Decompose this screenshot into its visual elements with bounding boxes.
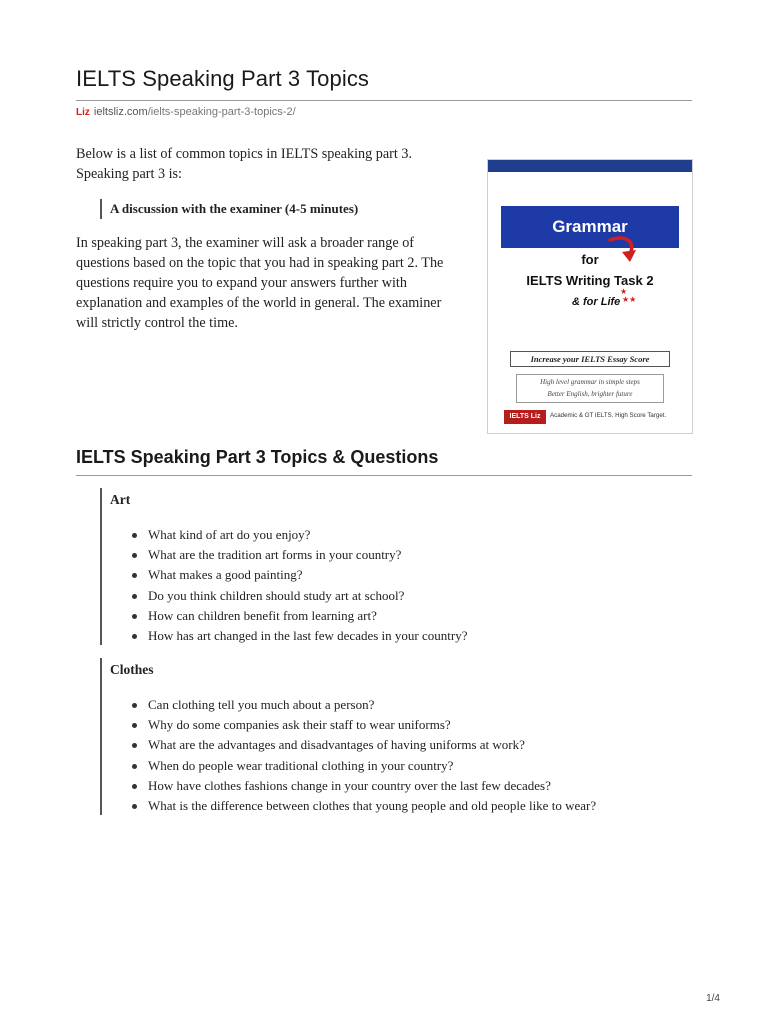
- question-text: When do people wear traditional clothing in your country?: [148, 757, 454, 773]
- stars-icon: ★ ★★: [620, 287, 637, 304]
- list-item: [110, 565, 467, 585]
- book-tagline: High level grammar in simple steps: [540, 378, 640, 386]
- book-subtitle: IELTS Writing Task 2: [526, 273, 654, 288]
- bullet-icon: [132, 634, 137, 639]
- body-paragraph: In speaking part 3, the examiner will ask a broader range of questions based on the topic that you had in speaking part 2. The questions require you to expand your answers further with explanation and examples of the world in general. The examiner will strictly control the time.: [76, 235, 444, 331]
- book-tagline-box: [516, 374, 664, 403]
- list-item: [110, 545, 467, 565]
- question-list: [110, 695, 596, 816]
- book-footer: Academic & GT IELTS. High Score Target.: [550, 412, 667, 419]
- bullet-icon: [132, 594, 137, 599]
- list-item: [110, 735, 596, 755]
- bullet-icon: [132, 764, 137, 769]
- liz-logo-icon: Liz: [76, 107, 90, 118]
- grammar-book-ad[interactable]: [487, 159, 693, 434]
- page-number: 1/4: [706, 993, 720, 1004]
- bullet-icon: [132, 743, 137, 748]
- question-text: What makes a good painting?: [148, 567, 303, 583]
- source-domain[interactable]: ieltsliz.com: [93, 106, 148, 118]
- blockquote: A discussion with the examiner (4-5 minutes): [100, 199, 358, 219]
- question-text: How can children benefit from learning art?: [148, 607, 377, 623]
- list-item: [110, 606, 467, 626]
- bullet-icon: [132, 784, 137, 789]
- list-item: [110, 525, 467, 545]
- bullet-icon: [132, 804, 137, 809]
- question-list: [110, 525, 467, 646]
- intro-paragraph: Below is a list of common topics in IELTS speaking part 3. Speaking part 3 is:: [76, 146, 412, 182]
- book-for: for: [581, 252, 599, 267]
- bullet-icon: [132, 553, 137, 558]
- book-banner: Grammar: [501, 206, 679, 248]
- book-life: & for Life: [572, 296, 621, 308]
- question-text: Why do some companies ask their staff to wear uniforms?: [148, 717, 451, 733]
- title-divider: [76, 100, 692, 101]
- question-text: Do you think children should study art at school?: [148, 587, 405, 603]
- list-item: [110, 695, 596, 715]
- bullet-icon: [132, 573, 137, 578]
- question-text: How have clothes fashions change in your country over the last few decades?: [148, 777, 551, 793]
- page-title: IELTS Speaking Part 3 Topics: [76, 66, 370, 91]
- question-text: What kind of art do you enjoy?: [148, 527, 311, 542]
- topic-clothes: [100, 658, 596, 815]
- list-item: [110, 776, 596, 796]
- source-link[interactable]: [76, 106, 296, 118]
- bullet-icon: [132, 614, 137, 619]
- topic-title: Clothes: [110, 662, 154, 677]
- source-path[interactable]: /ielts-speaking-part-3-topics-2/: [147, 106, 296, 118]
- question-text: How has art changed in the last few decades in your country?: [148, 628, 468, 644]
- book-tagline: Better English, brighter future: [547, 390, 633, 398]
- book-top-bar: [488, 160, 692, 172]
- section-heading: IELTS Speaking Part 3 Topics & Questions: [76, 447, 439, 467]
- bullet-icon: [132, 533, 137, 538]
- book-score-box: Increase your IELTS Essay Score: [510, 351, 670, 367]
- list-item: [110, 626, 467, 646]
- list-item: [110, 715, 596, 735]
- question-text: Can clothing tell you much about a person?: [148, 697, 375, 712]
- bullet-icon: [132, 703, 137, 708]
- list-item: [110, 586, 467, 606]
- list-item: [110, 756, 596, 776]
- list-item: [110, 796, 596, 816]
- topic-title: Art: [110, 492, 131, 507]
- ielts-liz-logo: IELTS Liz: [504, 410, 546, 424]
- question-text: What are the advantages and disadvantages of having uniforms at work?: [148, 737, 525, 753]
- section-divider: [76, 475, 692, 476]
- question-text: What are the tradition art forms in your country?: [148, 547, 402, 563]
- bullet-icon: [132, 723, 137, 728]
- question-text: What is the difference between clothes that young people and old people like to wear?: [148, 798, 597, 814]
- topic-art: [100, 488, 467, 645]
